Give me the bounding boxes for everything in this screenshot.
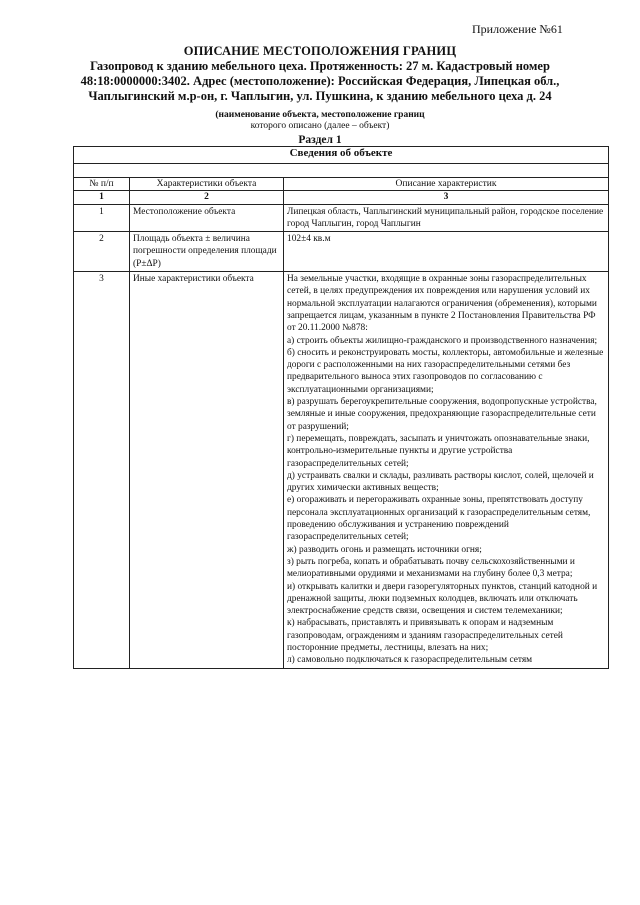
column-header-characteristic: Характеристики объекта (130, 178, 284, 191)
description-paragraph: На земельные участки, входящие в охранные зоны газораспределительных сетей, в целях предупреждения их повреждения или нарушения условий их нормальной эксплуатации налагаются ограничения (обременения), которыми запрещается лицам, указанным в пункте 2 Постановления Правительства РФ от 20.11.2000 №878: (287, 274, 597, 334)
column-number-2: 2 (130, 191, 284, 204)
column-number-1: 1 (74, 191, 130, 204)
row-characteristic: Площадь объекта ± величина погрешности определения площади (Р±ΔР) (130, 232, 284, 272)
restriction-item-g: г) перемещать, повреждать, засыпать и уничтожать опознавательные знаки, контрольно-измерительные пункты и другие устройства газораспределительных сетей; (287, 433, 590, 469)
row-description (284, 204, 609, 232)
row-number: 3 (74, 272, 130, 669)
restriction-item-a: а) строить объекты жилищно-гражданского и производственного назначения; (287, 335, 598, 346)
restriction-item-zh: ж) разводить огонь и размещать источники огня; (287, 544, 482, 555)
description-paragraph: 102±4 кв.м (287, 234, 331, 245)
restriction-item-e: е) огораживать и перегораживать охранные зоны, препятствовать доступу персонала эксплуатационных организаций к газораспределительным сетям, проведению обслуживания и устранению повреждений газораспределительных сетей; (287, 495, 591, 543)
restriction-item-k: к) набрасывать, приставлять и привязывать к опорам и надземным газопроводам, ограждениям и зданиям газораспределительных сетей посторонние предметы, лестницы, влезать на них; (287, 618, 563, 653)
document-title (0, 44, 640, 104)
restriction-item-d: д) устраивать свалки и склады, разливать растворы кислот, солей, щелочей и других химически активных веществ; (287, 470, 594, 494)
table-row (74, 232, 609, 272)
column-number-3: 3 (284, 191, 609, 204)
table-column-number-row (74, 191, 609, 204)
section-title: Раздел 1 (298, 134, 342, 146)
title-caption (0, 110, 640, 132)
caption-line-2: которого описано (далее – объект) (250, 121, 390, 131)
restriction-item-v: в) разрушать берегоукрепительные сооружения, водопропускные устройства, земляные и иные сооружения, предохраняющие газораспределительные сети от разрушений; (287, 397, 597, 432)
table-title: Сведения об объекте (74, 147, 609, 164)
column-header-number: № п/п (74, 178, 130, 191)
row-characteristic: Местоположение объекта (130, 204, 284, 232)
appendix-label: Приложение №61 (472, 22, 563, 36)
table-spacer-row (74, 164, 609, 178)
row-characteristic: Иные характеристики объекта (130, 272, 284, 669)
title-heading: ОПИСАНИЕ МЕСТОПОЛОЖЕНИЯ ГРАНИЦ (183, 44, 457, 58)
column-header-description: Описание характеристик (284, 178, 609, 191)
table-row (74, 204, 609, 232)
object-info-table-container (73, 146, 608, 669)
table-header-row (74, 178, 609, 191)
row-description (284, 232, 609, 272)
row-number: 2 (74, 232, 130, 272)
description-paragraph: Липецкая область, Чаплыгинский муниципальный район, городское поселение город Чаплыгин, город Чаплыгин (287, 206, 604, 229)
restriction-item-l: л) самовольно подключаться к газораспределительным сетям (287, 655, 533, 666)
title-object-description: Газопровод к зданию мебельного цеха. Протяженность: 27 м. Кадастровый номер 48:18:0000000:3402. Адрес (местоположение): Российская Федерация, Липецкая обл., Чаплыгинский м.р-он, г. Чаплыгин, ул. Пушкина, к зданию мебельного цеха д. 24 (80, 59, 560, 103)
caption-line-1: (наименование объекта, местоположение границ (215, 110, 425, 120)
row-description (284, 272, 609, 669)
restriction-item-b: б) сносить и реконструировать мосты, коллекторы, автомобильные и железные дороги с расположенными на них газораспределительными сетями без предварительного выноса этих газопроводов по согласованию с эксплуатационными организациями; (287, 347, 604, 395)
table-row (74, 272, 609, 669)
restriction-item-z: з) рыть погреба, копать и обрабатывать почву сельскохозяйственными и мелиоративными орудиями и механизмами на глубину более 0,3 метра; (287, 556, 575, 580)
object-info-table (73, 146, 609, 669)
row-number: 1 (74, 204, 130, 232)
restriction-item-i: и) открывать калитки и двери газорегуляторных пунктов, станций катодной и дренажной защиты, люки подземных колодцев, включать или отключать электроснабжение средств связи, освещения и систем телемеханики; (287, 581, 598, 617)
